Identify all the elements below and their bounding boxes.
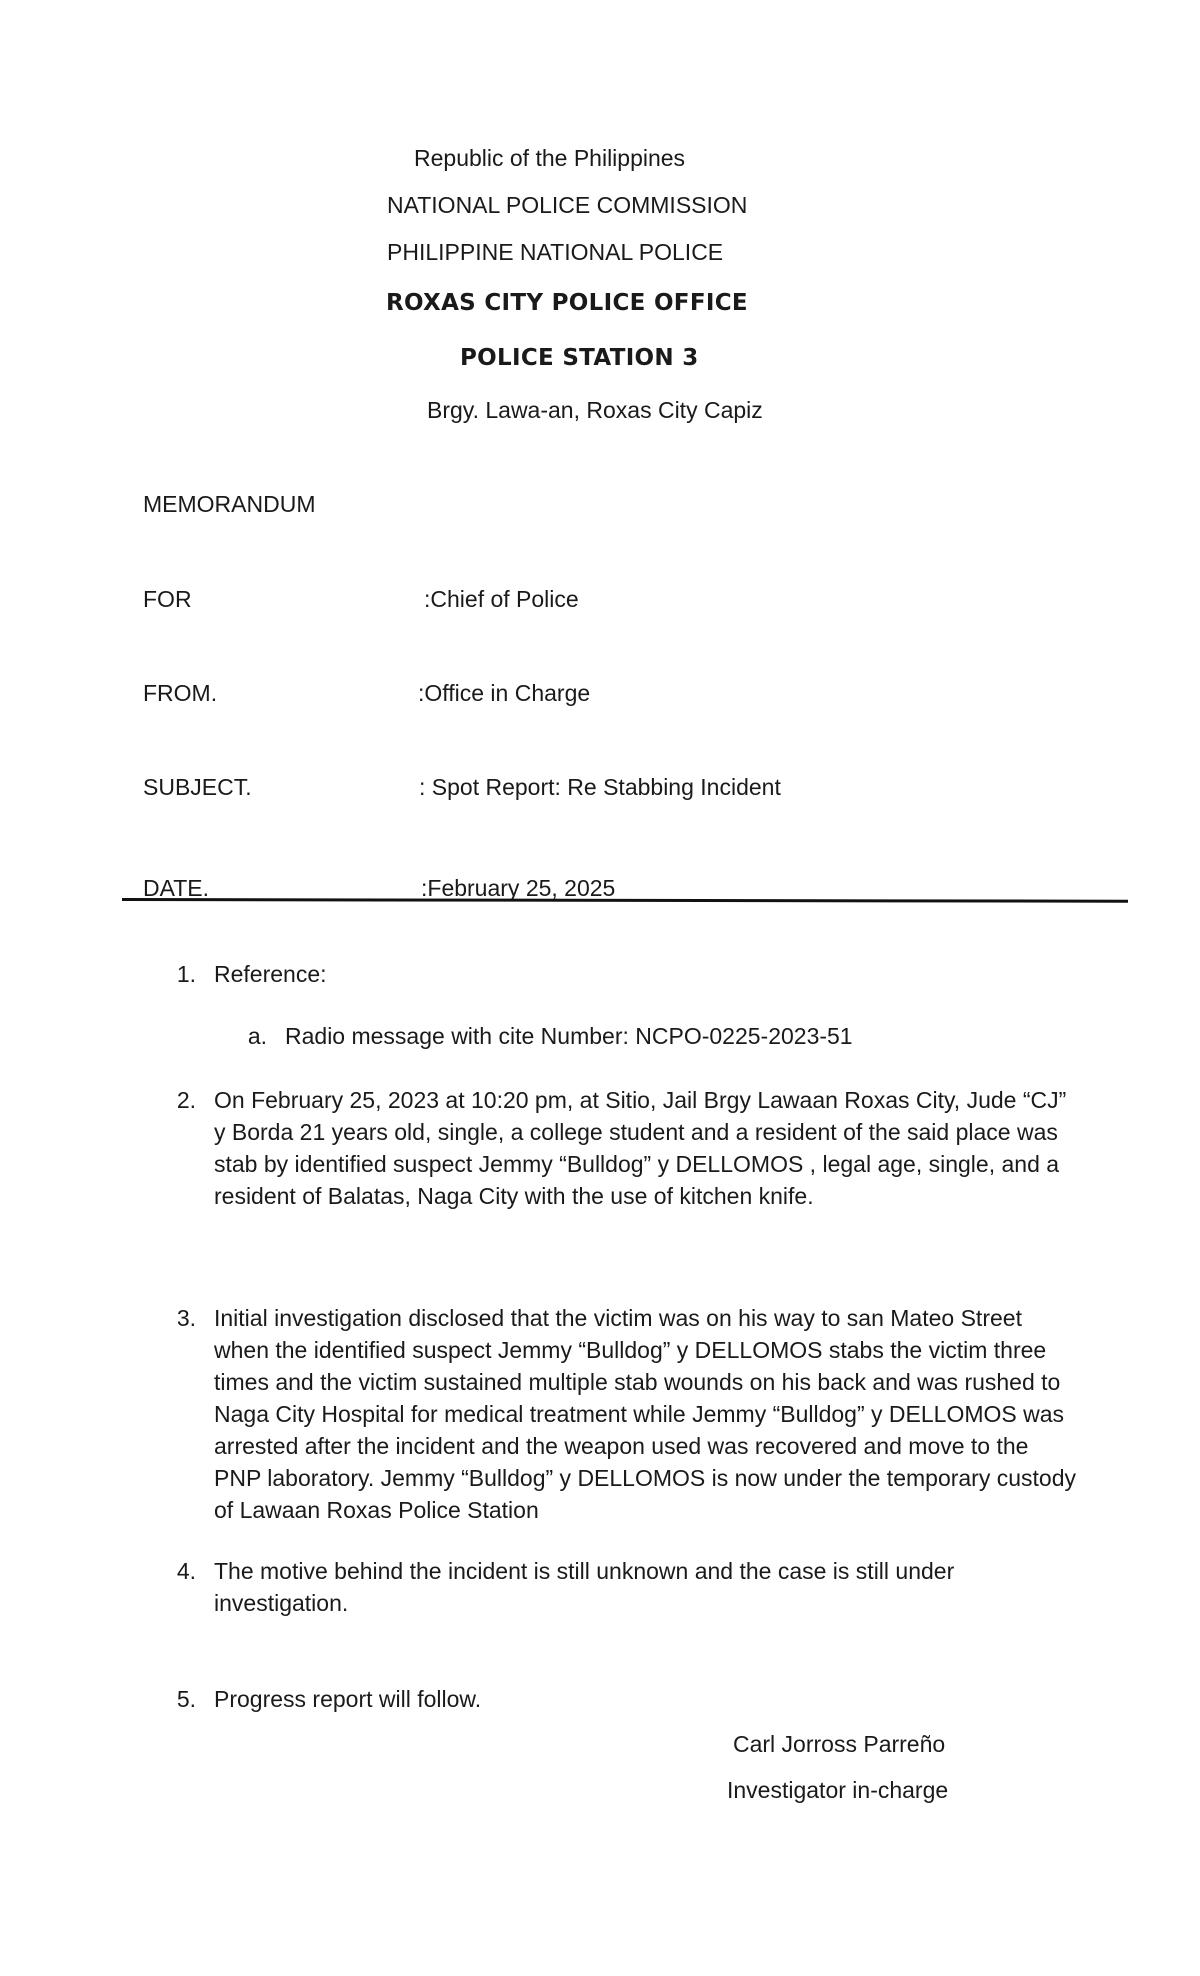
item-3-number: 3.: [176, 1305, 196, 1331]
header-address: Brgy. Lawa-an, Roxas City Capiz: [427, 397, 763, 423]
progress-paragraph: Progress report will follow.: [214, 1686, 482, 1712]
reference-label: Reference:: [214, 961, 327, 987]
reference-radio-message: Radio message with cite Number: NCPO-0225-2023-51: [285, 1023, 853, 1049]
signatory-name: Carl Jorross Parreño: [733, 1731, 946, 1757]
memo-for-label: FOR: [143, 586, 192, 612]
memo-from-label: FROM.: [143, 680, 218, 706]
header-station: POLICE STATION 3: [460, 345, 699, 371]
memo-date-label: DATE.: [143, 875, 210, 901]
memo-title: MEMORANDUM: [143, 491, 316, 517]
motive-paragraph: The motive behind the incident is still unknown and the case is still under investigation.: [214, 1558, 955, 1616]
memo-subject-label: SUBJECT.: [143, 774, 252, 800]
item-5-number: 5.: [176, 1686, 196, 1712]
memo-from-value: :Office in Charge: [418, 680, 591, 706]
investigation-paragraph: Initial investigation disclosed that the victim was on his way to san Mateo Street when the identified suspect Jemmy “Bulldog” y DELLOMOS stabs the victim three times and the victim sustained multiple stab wounds on his back and was rushed to Naga City Hospital for medical treatment while Jemmy “Bulldog” y DELLOMOS was arrested after the incident and the weapon used was recovered and move to the PNP laboratory. Jemmy “Bulldog” y DELLOMOS is now under the temporary custody of Lawaan Roxas Police Station: [214, 1305, 1076, 1523]
header-office: ROXAS CITY POLICE OFFICE: [386, 290, 748, 316]
incident-details-paragraph: On February 25, 2023 at 10:20 pm, at Sitio, Jail Brgy Lawaan Roxas City, Jude “CJ” y Borda 21 years old, single, a college student and a resident of the said place was stab by identified suspect Jemmy “Bulldog” y DELLOMOS , legal age, single, and a resident of Balatas, Naga City with the use of kitchen knife.: [214, 1087, 1067, 1209]
memo-date-value: :February 25, 2025: [421, 875, 616, 901]
header-republic: Republic of the Philippines: [414, 145, 686, 171]
item-2-number: 2.: [176, 1087, 196, 1113]
signatory-title: Investigator in-charge: [727, 1777, 949, 1803]
header-napolcom: NATIONAL POLICE COMMISSION: [387, 192, 748, 218]
item-1-number: 1.: [176, 961, 196, 987]
header-pnp: PHILIPPINE NATIONAL POLICE: [387, 239, 724, 265]
item-4-number: 4.: [176, 1558, 196, 1584]
header-divider: [122, 898, 1128, 903]
memo-subject-value: : Spot Report: Re Stabbing Incident: [419, 774, 781, 800]
memo-for-value: :Chief of Police: [424, 586, 579, 612]
sub-item-a-marker: a.: [247, 1023, 267, 1049]
